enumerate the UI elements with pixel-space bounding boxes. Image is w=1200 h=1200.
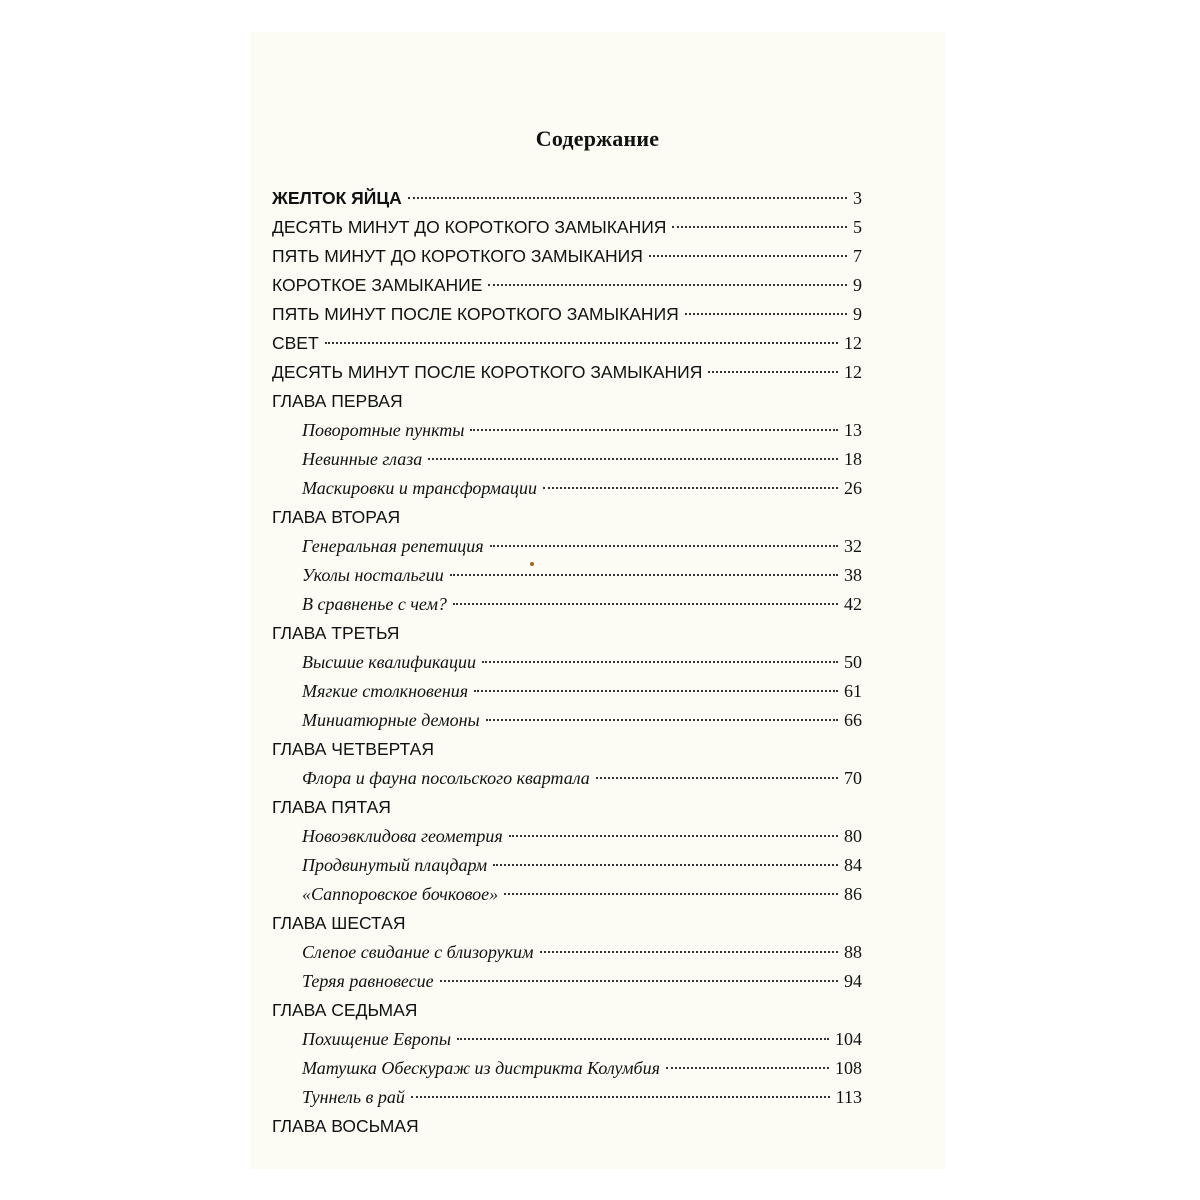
- chapter-heading: [272, 503, 862, 532]
- toc-entry-page: 104: [835, 1029, 862, 1049]
- toc-entry-page: 7: [853, 246, 862, 266]
- book-page: [250, 32, 945, 1169]
- toc-entry-page: 3: [853, 188, 862, 208]
- dot-leader: [543, 487, 838, 489]
- toc-subentry: [272, 677, 862, 706]
- chapter-heading-label: ГЛАВА ТРЕТЬЯ: [272, 623, 400, 643]
- dot-leader: [540, 951, 839, 953]
- toc-entry-page: 113: [835, 1087, 862, 1107]
- toc-entry-page: 13: [844, 420, 862, 440]
- chapter-heading-label: ГЛАВА СЕДЬМАЯ: [272, 1000, 418, 1020]
- dot-leader: [685, 313, 847, 315]
- dot-leader: [450, 574, 838, 576]
- toc-subentry: [272, 590, 862, 619]
- dot-leader: [411, 1096, 830, 1098]
- toc-subentry: [272, 1054, 862, 1083]
- toc-entry-label: СВЕТ: [272, 333, 319, 353]
- dot-leader: [504, 893, 838, 895]
- toc-subentry: [272, 416, 862, 445]
- toc-entry-label: Продвинутый плацдарм: [302, 855, 488, 875]
- chapter-heading: [272, 909, 862, 938]
- toc-entry-page: 80: [844, 826, 862, 846]
- dot-leader: [708, 371, 838, 373]
- toc-entry-label: ЖЕЛТОК ЯЙЦА: [272, 188, 402, 208]
- chapter-heading: [272, 996, 862, 1025]
- toc-entry-label: Туннель в рай: [302, 1087, 405, 1107]
- toc-entry-label: Уколы ностальгии: [302, 565, 444, 585]
- toc-entry-label: Похищение Европы: [302, 1029, 452, 1049]
- chapter-heading-label: ГЛАВА ВТОРАЯ: [272, 507, 401, 527]
- page-title: Содержание: [535, 126, 660, 151]
- dot-leader: [453, 603, 838, 605]
- toc-subentry: [272, 561, 862, 590]
- dot-leader: [482, 661, 838, 663]
- toc-entry: [272, 271, 862, 300]
- toc-entry: [272, 358, 862, 387]
- toc-entry: [272, 213, 862, 242]
- toc-entry-label: Миниатюрные демоны: [302, 710, 480, 730]
- toc-entry-label: Слепое свидание с близоруким: [302, 942, 534, 962]
- toc-entry-page: 12: [844, 362, 862, 382]
- toc-entry-page: 66: [844, 710, 862, 730]
- toc-entry-page: 70: [844, 768, 862, 788]
- toc-entry-page: 50: [844, 652, 862, 672]
- dot-leader: [509, 835, 838, 837]
- toc-entry-page: 9: [853, 275, 862, 295]
- toc-entry-page: 38: [844, 565, 862, 585]
- toc-entry-label: В сравненье с чем?: [302, 594, 447, 614]
- toc-entry-label: Невинные глаза: [302, 449, 423, 469]
- dot-leader: [470, 429, 838, 431]
- toc-entry-page: 5: [853, 217, 862, 237]
- toc-entry-label: КОРОТКОЕ ЗАМЫКАНИЕ: [272, 275, 483, 295]
- toc-subentry: [272, 967, 862, 996]
- dot-leader: [649, 255, 847, 257]
- toc-entry-label: «Саппоровское бочковое»: [302, 884, 499, 904]
- toc-entry-label: ПЯТЬ МИНУТ ПОСЛЕ КОРОТКОГО ЗАМЫКАНИЯ: [272, 304, 679, 324]
- dot-leader: [596, 777, 838, 779]
- table-of-contents: [272, 184, 862, 1141]
- toc-subentry: [272, 880, 862, 909]
- chapter-heading: [272, 735, 862, 764]
- toc-entry-page: 26: [844, 478, 862, 498]
- toc-entry-label: Новоэвклидова геометрия: [302, 826, 503, 846]
- dot-leader: [457, 1038, 829, 1040]
- toc-entry-label: Маскировки и трансформации: [302, 478, 537, 498]
- chapter-heading: [272, 387, 862, 416]
- toc-entry: [272, 184, 862, 213]
- toc-entry-label: Флора и фауна посольского квартала: [302, 768, 590, 788]
- toc-subentry: [272, 1025, 862, 1054]
- toc-entry: [272, 329, 862, 358]
- toc-entry-page: 42: [844, 594, 862, 614]
- toc-entry-label: ПЯТЬ МИНУТ ДО КОРОТКОГО ЗАМЫКАНИЯ: [272, 246, 643, 266]
- toc-subentry: [272, 822, 862, 851]
- chapter-heading: [272, 793, 862, 822]
- toc-subentry: [272, 764, 862, 793]
- toc-subentry: [272, 532, 862, 561]
- chapter-heading-label: ГЛАВА ЧЕТВЕРТАЯ: [272, 739, 434, 759]
- dot-leader: [672, 226, 847, 228]
- toc-subentry: [272, 648, 862, 677]
- toc-entry-label: Поворотные пункты: [302, 420, 465, 440]
- toc-entry-label: ДЕСЯТЬ МИНУТ ПОСЛЕ КОРОТКОГО ЗАМЫКАНИЯ: [272, 362, 703, 382]
- dot-leader: [493, 864, 838, 866]
- dot-leader: [486, 719, 838, 721]
- toc-subentry: [272, 445, 862, 474]
- dot-leader: [440, 980, 838, 982]
- dot-leader: [325, 342, 838, 344]
- dot-leader: [474, 690, 838, 692]
- dot-leader: [666, 1067, 829, 1069]
- toc-entry-label: Мягкие столкновения: [302, 681, 469, 701]
- toc-entry-page: 32: [844, 536, 862, 556]
- toc-entry: [272, 300, 862, 329]
- toc-entry-page: 9: [853, 304, 862, 324]
- toc-entry-label: Матушка Обескураж из дистрикта Колумбия: [302, 1058, 660, 1078]
- toc-entry-label: Теряя равновесие: [302, 971, 434, 991]
- paper-speck: [530, 562, 534, 566]
- toc-subentry: [272, 706, 862, 735]
- chapter-heading: [272, 1112, 862, 1141]
- toc-entry-page: 86: [844, 884, 862, 904]
- chapter-heading: [272, 619, 862, 648]
- toc-subentry: [272, 474, 862, 503]
- chapter-heading-label: ГЛАВА ВОСЬМАЯ: [272, 1116, 419, 1136]
- dot-leader: [408, 197, 847, 199]
- toc-entry-page: 108: [835, 1058, 862, 1078]
- toc-entry-page: 88: [844, 942, 862, 962]
- dot-leader: [490, 545, 838, 547]
- toc-subentry: [272, 1083, 862, 1112]
- chapter-heading-label: ГЛАВА ПЕРВАЯ: [272, 391, 403, 411]
- dot-leader: [488, 284, 847, 286]
- toc-entry: [272, 242, 862, 271]
- toc-entry-page: 94: [844, 971, 862, 991]
- dot-leader: [428, 458, 838, 460]
- toc-entry-page: 18: [844, 449, 862, 469]
- chapter-heading-label: ГЛАВА ШЕСТАЯ: [272, 913, 406, 933]
- toc-entry-page: 61: [844, 681, 862, 701]
- toc-entry-page: 84: [844, 855, 862, 875]
- toc-subentry: [272, 851, 862, 880]
- toc-subentry: [272, 938, 862, 967]
- toc-entry-label: Высшие квалификации: [302, 652, 476, 672]
- toc-entry-page: 12: [844, 333, 862, 353]
- toc-entry-label: ДЕСЯТЬ МИНУТ ДО КОРОТКОГО ЗАМЫКАНИЯ: [272, 217, 667, 237]
- toc-entry-label: Генеральная репетиция: [302, 536, 484, 556]
- chapter-heading-label: ГЛАВА ПЯТАЯ: [272, 797, 391, 817]
